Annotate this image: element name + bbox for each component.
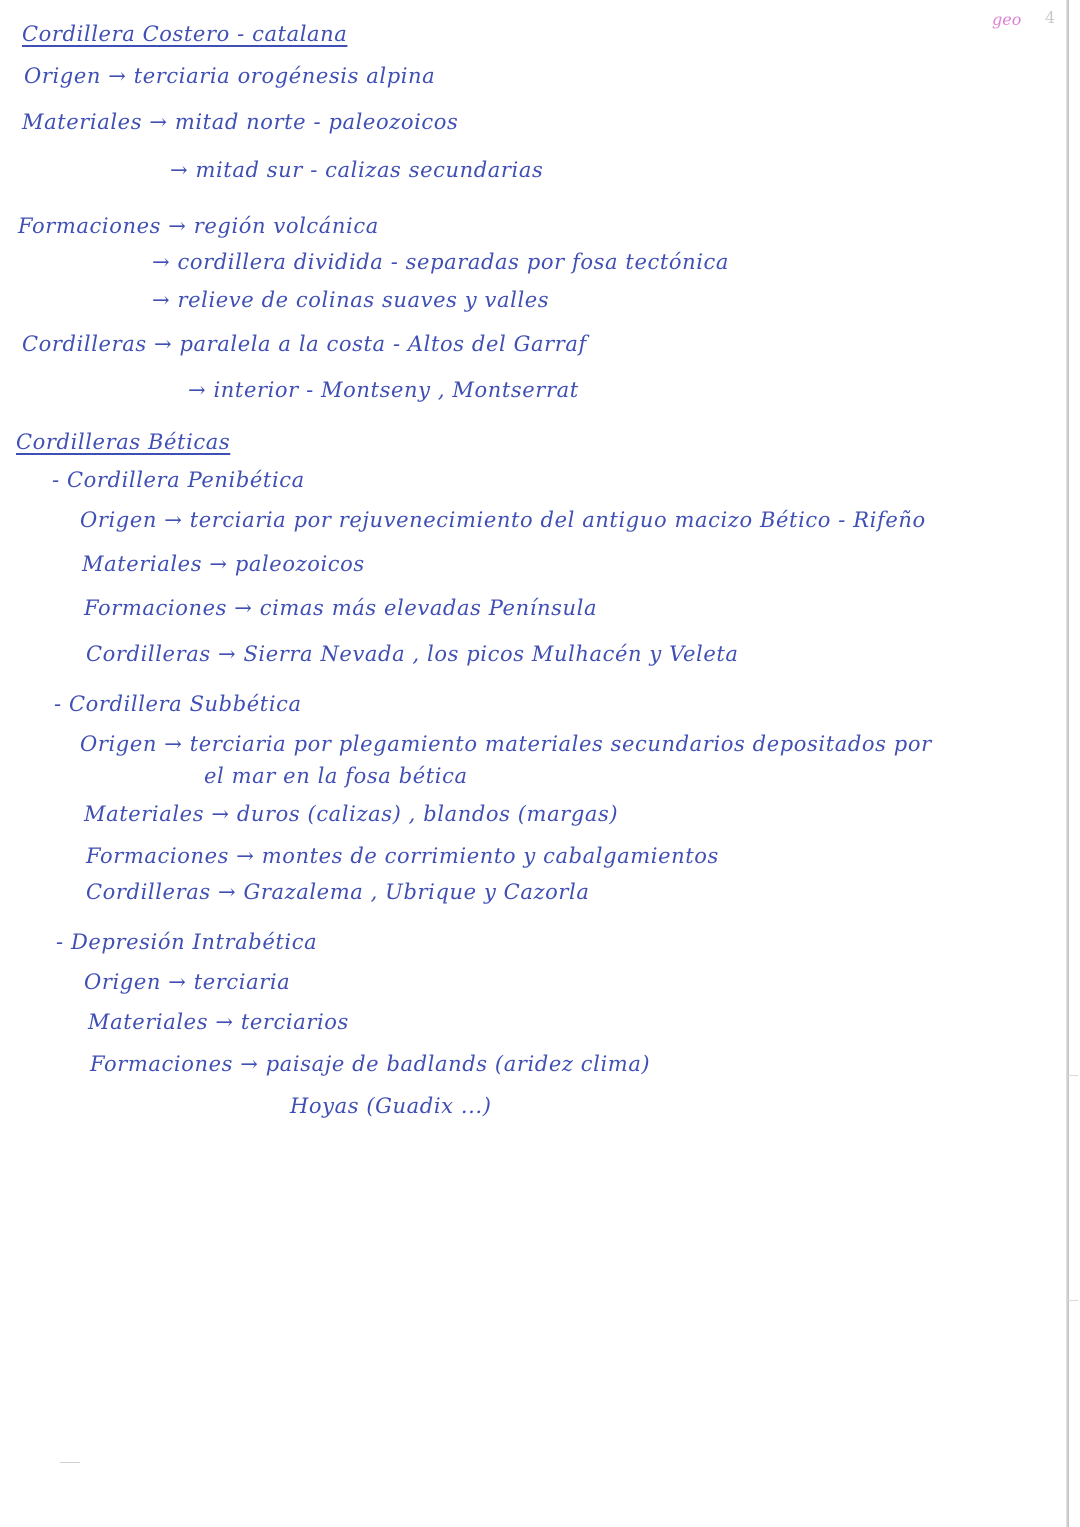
note-line: Formaciones → montes de corrimiento y cabalgamientos xyxy=(86,844,719,868)
edge-mark xyxy=(1066,1300,1078,1301)
note-line: Materiales → paleozoicos xyxy=(82,552,365,576)
note-line: Materiales → mitad norte - paleozoicos xyxy=(22,110,459,134)
note-line: → relieve de colinas suaves y valles xyxy=(152,288,550,312)
page-edge xyxy=(1066,0,1069,1527)
note-line: Origen → terciaria xyxy=(84,970,291,994)
note-line: Formaciones → región volcánica xyxy=(18,214,379,238)
subsection-title-intrabetica: - Depresión Intrabética xyxy=(56,930,318,954)
subject-tag: geo xyxy=(992,10,1022,29)
note-line: Cordilleras → Sierra Nevada , los picos Mulhacén y Veleta xyxy=(86,642,739,666)
page-number: 4 xyxy=(1045,8,1056,27)
margin-mark xyxy=(60,1462,80,1463)
note-line: → mitad sur - calizas secundarias xyxy=(170,158,544,182)
note-line: → interior - Montseny , Montserrat xyxy=(188,378,579,402)
section-title-costero-catalana: Cordillera Costero - catalana xyxy=(22,22,348,46)
subsection-title-penibetica: - Cordillera Penibética xyxy=(52,468,305,492)
note-line: Materiales → duros (calizas) , blandos (margas) xyxy=(84,802,619,826)
note-line: Formaciones → cimas más elevadas Península xyxy=(84,596,598,620)
edge-mark xyxy=(1066,1075,1078,1076)
note-line: Origen → terciaria por plegamiento materiales secundarios depositados por xyxy=(80,732,932,756)
note-line: Cordilleras → Grazalema , Ubrique y Cazorla xyxy=(86,880,590,904)
note-line: Origen → terciaria por rejuvenecimiento del antiguo macizo Bético - Rifeño xyxy=(80,508,926,532)
subsection-title-subbetica: - Cordillera Subbética xyxy=(54,692,302,716)
note-line: Cordilleras → paralela a la costa - Altos del Garraf xyxy=(22,332,587,356)
note-line: Hoyas (Guadix ...) xyxy=(290,1094,492,1118)
note-line: → cordillera dividida - separadas por fosa tectónica xyxy=(152,250,730,274)
section-title-beticas: Cordilleras Béticas xyxy=(16,430,231,454)
note-line: Formaciones → paisaje de badlands (aridez clima) xyxy=(90,1052,651,1076)
note-line: Materiales → terciarios xyxy=(88,1010,349,1034)
note-line: Origen → terciaria orogénesis alpina xyxy=(24,64,436,88)
note-line: el mar en la fosa bética xyxy=(204,764,468,788)
